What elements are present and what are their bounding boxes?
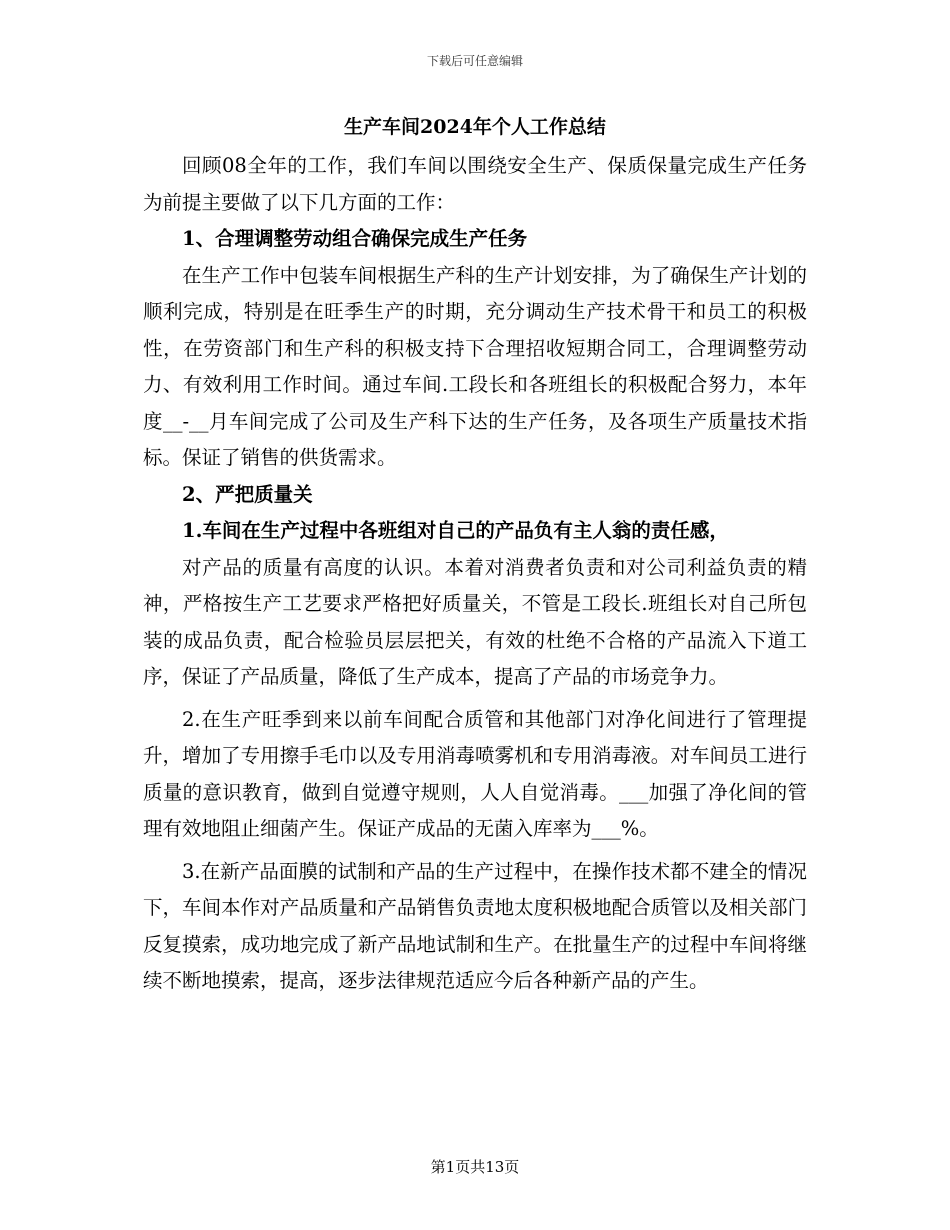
section-heading-1: 1、合理调整劳动组合确保完成生产任务	[182, 227, 528, 250]
subsection-2-2-paragraph: 2.在生产旺季到来以前车间配合质管和其他部门对净化间进行了管理提升，增加了专用擦手毛巾以及专用消毒喷雾机和专用消毒液。对车间员工进行质量的意识教育，做到自觉遵守规则，人人自觉消毒。___加强了净化间的管理有效地阻止细菌产生。保证产成品的无菌入库率为___%。	[143, 707, 807, 840]
subsection-heading-2-1: 1.车间在生产过程中各班组对自己的产品负有主人翁的责任感，	[182, 519, 729, 542]
page-number-footer: 第1页共13页	[430, 1158, 520, 1176]
subsection-2-1-paragraph: 对产品的质量有高度的认识。本着对消费者负责和对公司利益负责的精神，严格按生产工艺要求严格把好质量关，不管是工段长.班组长对自己所包装的成品负责，配合检验员层层把关，有效的杜绝不合格的产品流入下道工序，保证了产品质量，降低了生产成本，提高了产品的市场竞争力。	[143, 555, 807, 688]
document-body	[143, 148, 807, 1000]
document-title: 生产车间2024年个人工作总结	[344, 116, 606, 138]
page-header: 下载后可任意编辑	[426, 54, 523, 68]
section-heading-2: 2、严把质量关	[182, 482, 313, 506]
intro-paragraph: 回顾08全年的工作，我们车间以围绕安全生产、保质保量完成生产任务为前提主要做了以下几方面的工作：	[143, 154, 807, 214]
section-1-paragraph: 在生产工作中包装车间根据生产科的生产计划安排，为了确保生产计划的顺利完成，特别是在旺季生产的时期，充分调动生产技术骨干和员工的积极性，在劳资部门和生产科的积极支持下合理招收短期合同工，合理调整劳动力、有效利用工作时间。通过车间.工段长和各班组长的积极配合努力，本年度__-__月车间完成了公司及生产科下达的生产任务，及各项生产质量技术指标。保证了销售的供货需求。	[143, 263, 807, 469]
subsection-2-3-paragraph: 3.在新产品面膜的试制和产品的生产过程中，在操作技术都不建全的情况下，车间本作对产品质量和产品销售负责地太度积极地配合质管以及相关部门反复摸索，成功地完成了新产品地试制和生产。在批量生产的过程中车间将继续不断地摸索，提高，逐步法律规范适应今后各种新产品的产生。	[143, 859, 807, 992]
